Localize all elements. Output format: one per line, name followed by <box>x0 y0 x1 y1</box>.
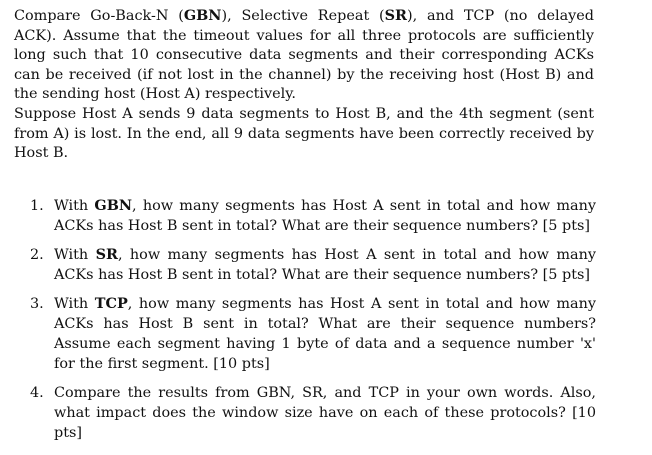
intro-paragraph-2: Suppose Host A sends 9 data segments to Host B, and the 4th segment (sent from A) is lost. In the end, all 9 data segments have been correctly received by Host B. <box>14 105 594 162</box>
intro-text-3: ), and TCP (no delayed ACK). Assume that the timeout values for all three protocols are sufficiently long such that 10 consecutive data segments and their corresponding ACKs can be received (if not lost in the channel) by the receiving host (Host B) and the sending host (Host A) respectively. <box>14 8 595 103</box>
problem-intro <box>14 6 594 164</box>
question-text-pre: With <box>54 247 96 263</box>
question-text-pre: With <box>54 198 95 214</box>
question-number: 1. <box>30 198 44 214</box>
question-protocol: GBN <box>94 197 133 214</box>
question-4 <box>30 383 596 443</box>
question-protocol: SR <box>95 246 118 263</box>
question-3 <box>30 294 596 374</box>
gbn-term: GBN <box>183 7 222 24</box>
question-text-post: , how many segments has Host A sent in total and how many ACKs has Host B sent in total? What are their sequence numbers? Assume each segment having 1 byte of data and a sequence number 'x' for the first segment. [10 pts] <box>54 296 596 372</box>
question-text-post: , how many segments has Host A sent in total and how many ACKs has Host B sent in total? What are their sequence numbers? [5 pts] <box>54 247 596 283</box>
question-text-pre: Compare the results from GBN, SR, and TCP in your own words. Also, what impact does the window size have on each of these protocols? [10 pts] <box>54 385 596 441</box>
sr-term: SR <box>384 7 408 24</box>
question-protocol: TCP <box>94 295 128 312</box>
intro-text-2: ), Selective Repeat ( <box>221 8 385 24</box>
question-number: 4. <box>30 385 44 401</box>
question-text-pre: With <box>54 296 95 312</box>
question-1 <box>30 196 596 236</box>
question-list <box>30 196 596 452</box>
question-text-post: , how many segments has Host A sent in total and how many ACKs has Host B sent in total? What are their sequence numbers? [5 pts] <box>54 198 596 234</box>
question-number: 2. <box>30 247 44 263</box>
intro-paragraph-1 <box>14 6 594 105</box>
intro-text-1: Compare Go-Back-N ( <box>14 8 184 24</box>
question-2 <box>30 245 596 285</box>
question-number: 3. <box>30 296 44 312</box>
